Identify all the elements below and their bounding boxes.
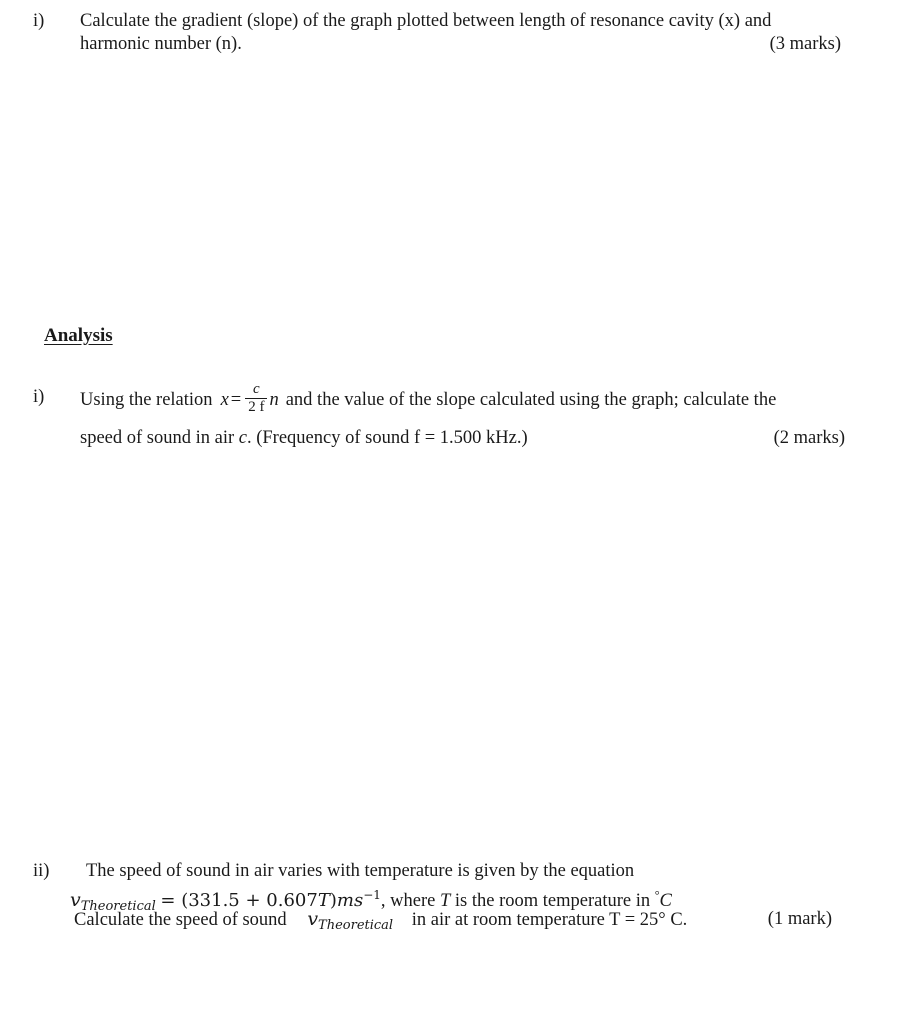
line2-variable: c xyxy=(238,428,247,448)
section-heading: Analysis xyxy=(44,325,113,346)
v-theoretical-symbol: $v_{Theoretical}$ xyxy=(70,889,156,915)
relation-variable: n xyxy=(269,390,279,410)
line2-text-b: . (Frequency of sound f = 1.500 kHz.) xyxy=(246,428,528,448)
question-number: ii) xyxy=(33,861,50,881)
relation-equals: = xyxy=(230,390,242,410)
question-text-line-1: The speed of sound in air varies with temperature is given by the equation xyxy=(86,861,635,881)
question-text-line-1: Calculate the gradient (slope) of the graph plotted between length of resonance cavity (x) and xyxy=(80,11,772,31)
equation-body: = (331.5 + 0.607 xyxy=(160,890,318,912)
line3-text-b: in air at room temperature T = 25° C. xyxy=(411,910,688,930)
question-number: i) xyxy=(33,11,45,31)
line2-text-a: speed of sound in air xyxy=(80,428,235,448)
question-text-line-3 xyxy=(74,908,687,937)
fraction-numerator: c xyxy=(245,381,267,399)
relation-prefix: Using the relation xyxy=(80,390,213,410)
question-marks: (1 mark) xyxy=(767,909,832,929)
equation-tail-b: is the room temperature in xyxy=(454,891,651,912)
unit-celsius: C xyxy=(659,891,672,912)
relation-fraction xyxy=(245,381,267,416)
degree-sign: ° xyxy=(654,888,660,902)
relation-lhs: x xyxy=(220,390,229,410)
question-marks: (3 marks) xyxy=(769,34,841,54)
question-text-line-2: harmonic number (n). xyxy=(80,34,242,54)
question-text-line-1 xyxy=(80,375,776,425)
relation-suffix: and the value of the slope calculated using the graph; calculate the xyxy=(285,390,777,410)
v-theoretical-symbol-inline: $v_{Theoretical}$ xyxy=(307,908,394,933)
equation-tail-a: , where xyxy=(380,891,436,912)
equation-unit: ms xyxy=(336,890,364,912)
equation-close: ) xyxy=(329,890,337,912)
question-marks: (2 marks) xyxy=(773,428,845,448)
line3-text-a: Calculate the speed of sound xyxy=(74,910,287,930)
equation-T: T xyxy=(317,890,330,912)
equation-exponent: −1 xyxy=(363,888,381,902)
question-text-line-2 xyxy=(80,427,528,449)
fraction-denominator: 2 f xyxy=(248,398,265,415)
equation-tail-T: T xyxy=(439,891,451,912)
question-number: i) xyxy=(33,387,45,407)
